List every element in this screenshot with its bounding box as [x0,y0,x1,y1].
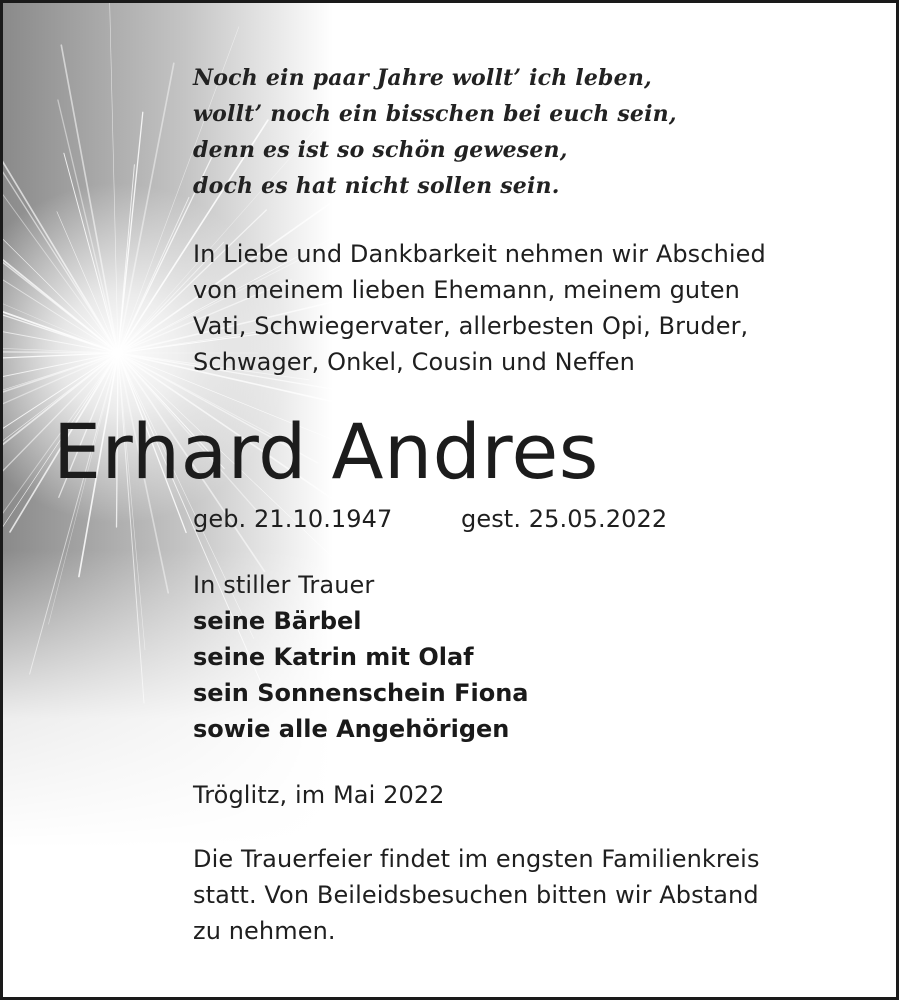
deceased-name: Erhard Andres [53,407,599,496]
mourner-name: sein Sonnenschein Fiona [193,679,529,707]
farewell-line: In Liebe und Dankbarkeit nehmen wir Abschied [193,240,766,268]
poem-line: denn es ist so schön gewesen, [193,137,568,163]
mourner-name: seine Katrin mit Olaf [193,643,474,671]
mourner-name: seine Bärbel [193,607,362,635]
funeral-note-line: zu nehmen. [193,917,336,945]
farewell-line: von meinem lieben Ehemann, meinem guten [193,276,740,304]
death-date: gest. 25.05.2022 [461,505,668,533]
farewell-line: Schwager, Onkel, Cousin und Neffen [193,348,635,376]
farewell-line: Vati, Schwiegervater, allerbesten Opi, Bruder, [193,312,749,340]
funeral-note-line: statt. Von Beileidsbesuchen bitten wir Abstand [193,881,759,909]
poem-line: Noch ein paar Jahre wollt’ ich leben, [193,65,652,91]
place-date: Tröglitz, im Mai 2022 [193,781,445,809]
poem-line: wollt’ noch ein bisschen bei euch sein, [193,101,677,127]
mourning-intro: In stiller Trauer [193,571,375,599]
mourner-name: sowie alle Angehörigen [193,715,510,743]
birth-date: geb. 21.10.1947 [193,505,393,533]
funeral-note-line: Die Trauerfeier findet im engsten Familienkreis [193,845,760,873]
poem-line: doch es hat nicht sollen sein. [193,173,560,199]
